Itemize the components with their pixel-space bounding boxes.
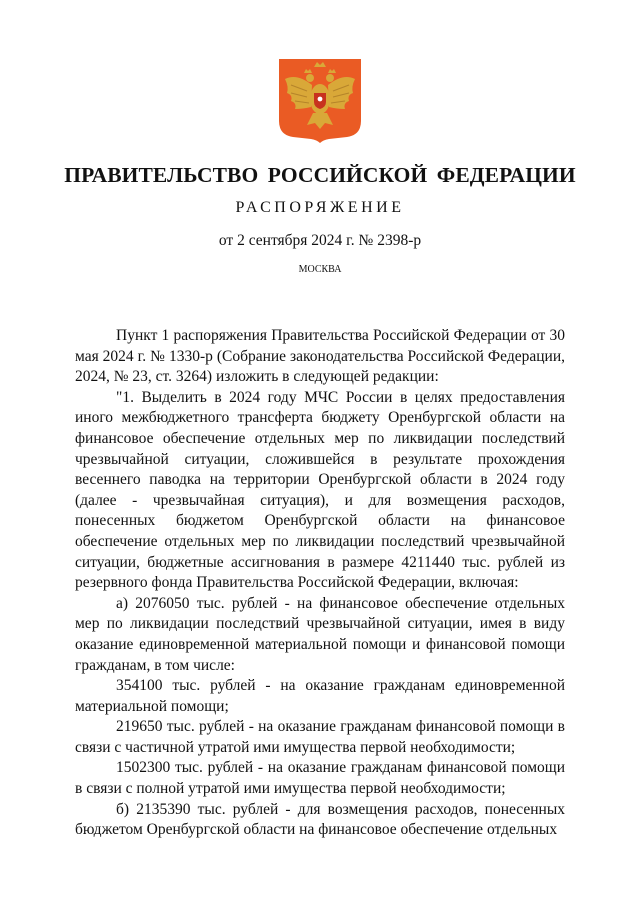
paragraph: Пункт 1 распоряжения Правительства Российской Федерации от 30 мая 2024 г. № 1330-р (Собрание законодательства Российской Федерации, 2024, № 23, ст. 3264) изложить в следующей редакции:	[75, 327, 565, 386]
paragraph: 354100 тыс. рублей - на оказание гражданам единовременной материальной помощи;	[75, 677, 565, 715]
russian-coat-of-arms-icon	[277, 57, 363, 143]
document-body	[75, 326, 565, 841]
document-date-number: от 2 сентября 2024 г. № 2398-р	[218, 232, 422, 249]
government-title: ПРАВИТЕЛЬСТВО РОССИЙСКОЙ ФЕДЕРАЦИИ	[64, 163, 576, 187]
paragraph: 1502300 тыс. рублей - на оказание гражданам финансовой помощи в связи с полной утратой ими имущества первой необходимости;	[75, 759, 565, 798]
paragraph: 219650 тыс. рублей - на оказание гражданам финансовой помощи в связи с частичной утратой ими имущества первой необходимости;	[75, 718, 565, 756]
document-place: МОСКВА	[298, 264, 342, 275]
paragraph: а) 2076050 тыс. рублей - на финансовое обеспечение отдельных мер по ликвидации последствий чрезвычайной ситуации, имея в виду оказание единовременной материальной помощи и финансовой помощи гражданам, в том числе:	[75, 594, 565, 674]
paragraph: б) 2135390 тыс. рублей - для возмещения расходов, понесенных бюджетом Оренбургской области на финансовое обеспечение отдельных	[75, 800, 565, 839]
document-type: РАСПОРЯЖЕНИЕ	[235, 199, 405, 216]
paragraph: "1. Выделить в 2024 году МЧС России в целях предоставления иного межбюджетного трансферта бюджету Оренбургской области на финансовое обеспечение отдельных мер по ликвидации последствий чрезвычайной ситуации, сложившейся в результате прохождения весеннего паводка на территории Оренбургской области в 2024 году (далее - чрезвычайная ситуация), и для возмещения расходов, понесенных бюджетом Оренбургской области на финансовое обеспечение отдельных мер по ликвидации последствий чрезвычайной ситуации, бюджетные ассигнования в размере 4211440 тыс. рублей из резервного фонда Правительства Российской Федерации, включая:	[75, 388, 565, 592]
